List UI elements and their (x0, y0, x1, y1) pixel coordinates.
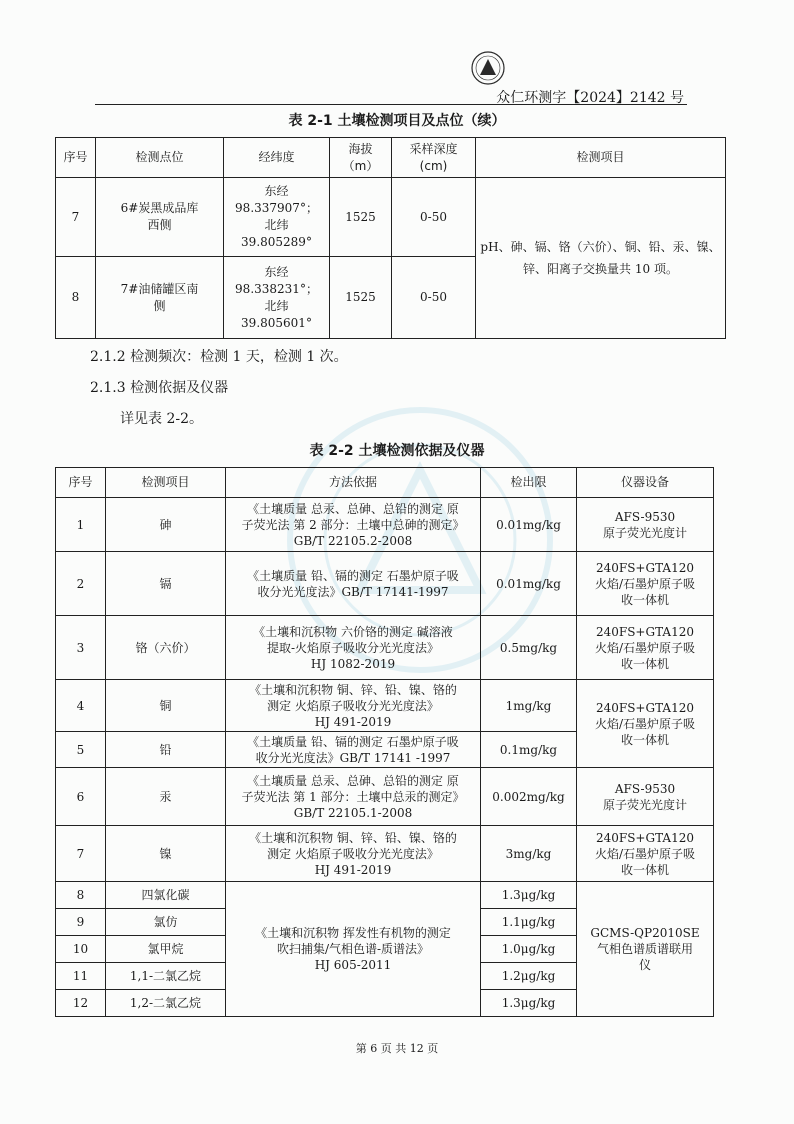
row-no: 8 (56, 882, 106, 909)
row-instrument: 240FS+GTA120 火焰/石墨炉原子吸 收一体机 (577, 552, 714, 616)
table2-header-instrument: 仪器设备 (577, 468, 714, 498)
row-limit: 0.002mg/kg (481, 768, 577, 826)
row-instrument: 240FS+GTA120 火焰/石墨炉原子吸 收一体机 (577, 616, 714, 680)
row-site: 7#油储罐区南 侧 (96, 257, 224, 339)
detection-methods-table (55, 467, 714, 1017)
row-no: 1 (56, 498, 106, 552)
row-item: 氯仿 (106, 909, 226, 936)
row-no: 12 (56, 990, 106, 1017)
row-limit: 1.2μg/kg (481, 963, 577, 990)
row-item: 氯甲烷 (106, 936, 226, 963)
row-limit: 1.1μg/kg (481, 909, 577, 936)
table-row (56, 616, 714, 680)
row-item: 铅 (106, 732, 226, 768)
table-row (56, 680, 714, 732)
row-no: 11 (56, 963, 106, 990)
row-limit: 0.01mg/kg (481, 498, 577, 552)
row-no: 7 (56, 826, 106, 882)
row-no: 2 (56, 552, 106, 616)
row-item: 1,1-二氯乙烷 (106, 963, 226, 990)
row-method: 《土壤和沉积物 铜、锌、铅、镍、铬的 测定 火焰原子吸收分光光度法》 HJ 491-2019 (226, 680, 481, 732)
table2-header-method: 方法依据 (226, 468, 481, 498)
report-number: 众仁环测字【2024】2142 号 (496, 90, 684, 106)
row-method: 《土壤质量 铅、镉的测定 石墨炉原子吸 收分光光度法》GB/T 17141-1997 (226, 552, 481, 616)
voc-instrument: GCMS-QP2010SE 气相色谱质谱联用 仪 (577, 882, 714, 1017)
row-altitude: 1525 (330, 178, 392, 257)
row-item: 砷 (106, 498, 226, 552)
row-no: 10 (56, 936, 106, 963)
row-instrument: 240FS+GTA120 火焰/石墨炉原子吸 收一体机 (577, 680, 714, 768)
qualification-seal-icon (470, 50, 506, 86)
table1-header-coords: 经纬度 (224, 138, 330, 178)
table1-header-altitude: 海拔 （m） (330, 138, 392, 178)
header-divider (95, 104, 687, 105)
table-row (56, 768, 714, 826)
row-method: 《土壤和沉积物 六价铬的测定 碱溶液 提取-火焰原子吸收分光光度法》 HJ 1082-2019 (226, 616, 481, 680)
table-row (56, 178, 726, 257)
voc-method: 《土壤和沉积物 挥发性有机物的测定 吹扫捕集/气相色谱-质谱法》 HJ 605-2011 (226, 882, 481, 1017)
table-row (56, 826, 714, 882)
row-limit: 0.5mg/kg (481, 616, 577, 680)
row-no: 3 (56, 616, 106, 680)
row-altitude: 1525 (330, 257, 392, 339)
row-item: 汞 (106, 768, 226, 826)
row-limit: 3mg/kg (481, 826, 577, 882)
row-instrument: 240FS+GTA120 火焰/石墨炉原子吸 收一体机 (577, 826, 714, 882)
table1-caption: 表 2-1 土壤检测项目及点位（续） (288, 113, 506, 129)
page-number: 第 6 页 共 12 页 (355, 1042, 439, 1055)
table2-header-no: 序号 (56, 468, 106, 498)
row-no: 9 (56, 909, 106, 936)
row-site: 6#炭黑成品库 西侧 (96, 178, 224, 257)
row-item: 铜 (106, 680, 226, 732)
detection-frequency: 2.1.2 检测频次：检测 1 天，检测 1 次。 (90, 349, 348, 365)
table1-header-no: 序号 (56, 138, 96, 178)
row-no: 5 (56, 732, 106, 768)
table-row (56, 882, 714, 909)
table2-caption: 表 2-2 土壤检测依据及仪器 (309, 443, 485, 459)
row-item: 四氯化碳 (106, 882, 226, 909)
row-depth: 0-50 (392, 178, 476, 257)
row-limit: 1.3μg/kg (481, 990, 577, 1017)
table-row (56, 552, 714, 616)
see-table-note: 详见表 2-2。 (120, 411, 203, 427)
row-item: 1,2-二氯乙烷 (106, 990, 226, 1017)
row-instrument: AFS-9530 原子荧光光度计 (577, 768, 714, 826)
row-no: 6 (56, 768, 106, 826)
row-limit: 0.01mg/kg (481, 552, 577, 616)
row-limit: 1.0μg/kg (481, 936, 577, 963)
row-method: 《土壤质量 总汞、总砷、总铅的测定 原 子荧光法 第 1 部分：土壤中总汞的测定》 GB/T 22105.1-2008 (226, 768, 481, 826)
table1-header-depth: 采样深度 (cm) (392, 138, 476, 178)
detection-items: pH、砷、镉、铬（六价）、铜、铅、汞、镍、 锌、阳离子交换量共 10 项。 (476, 178, 726, 339)
row-instrument: AFS-9530 原子荧光光度计 (577, 498, 714, 552)
row-limit: 1mg/kg (481, 680, 577, 732)
row-item: 镉 (106, 552, 226, 616)
row-limit: 1.3μg/kg (481, 882, 577, 909)
table-row (56, 498, 714, 552)
table1-header-items: 检测项目 (476, 138, 726, 178)
table2-header-limit: 检出限 (481, 468, 577, 498)
row-depth: 0-50 (392, 257, 476, 339)
row-no: 7 (56, 178, 96, 257)
row-coords: 东经 98.337907°； 北纬 39.805289° (224, 178, 330, 257)
row-method: 《土壤和沉积物 铜、锌、铅、镍、铬的 测定 火焰原子吸收分光光度法》 HJ 491-2019 (226, 826, 481, 882)
row-item: 镍 (106, 826, 226, 882)
table2-header-item: 检测项目 (106, 468, 226, 498)
row-limit: 0.1mg/kg (481, 732, 577, 768)
row-method: 《土壤质量 铅、镉的测定 石墨炉原子吸 收分光光度法》GB/T 17141 -1997 (226, 732, 481, 768)
row-no: 8 (56, 257, 96, 339)
basis-heading: 2.1.3 检测依据及仪器 (90, 380, 229, 396)
row-no: 4 (56, 680, 106, 732)
row-coords: 东经 98.338231°； 北纬 39.805601° (224, 257, 330, 339)
row-item: 铬（六价） (106, 616, 226, 680)
table1-header-site: 检测点位 (96, 138, 224, 178)
row-method: 《土壤质量 总汞、总砷、总铅的测定 原 子荧光法 第 2 部分：土壤中总砷的测定》 GB/T 22105.2-2008 (226, 498, 481, 552)
soil-sampling-table (55, 137, 726, 339)
